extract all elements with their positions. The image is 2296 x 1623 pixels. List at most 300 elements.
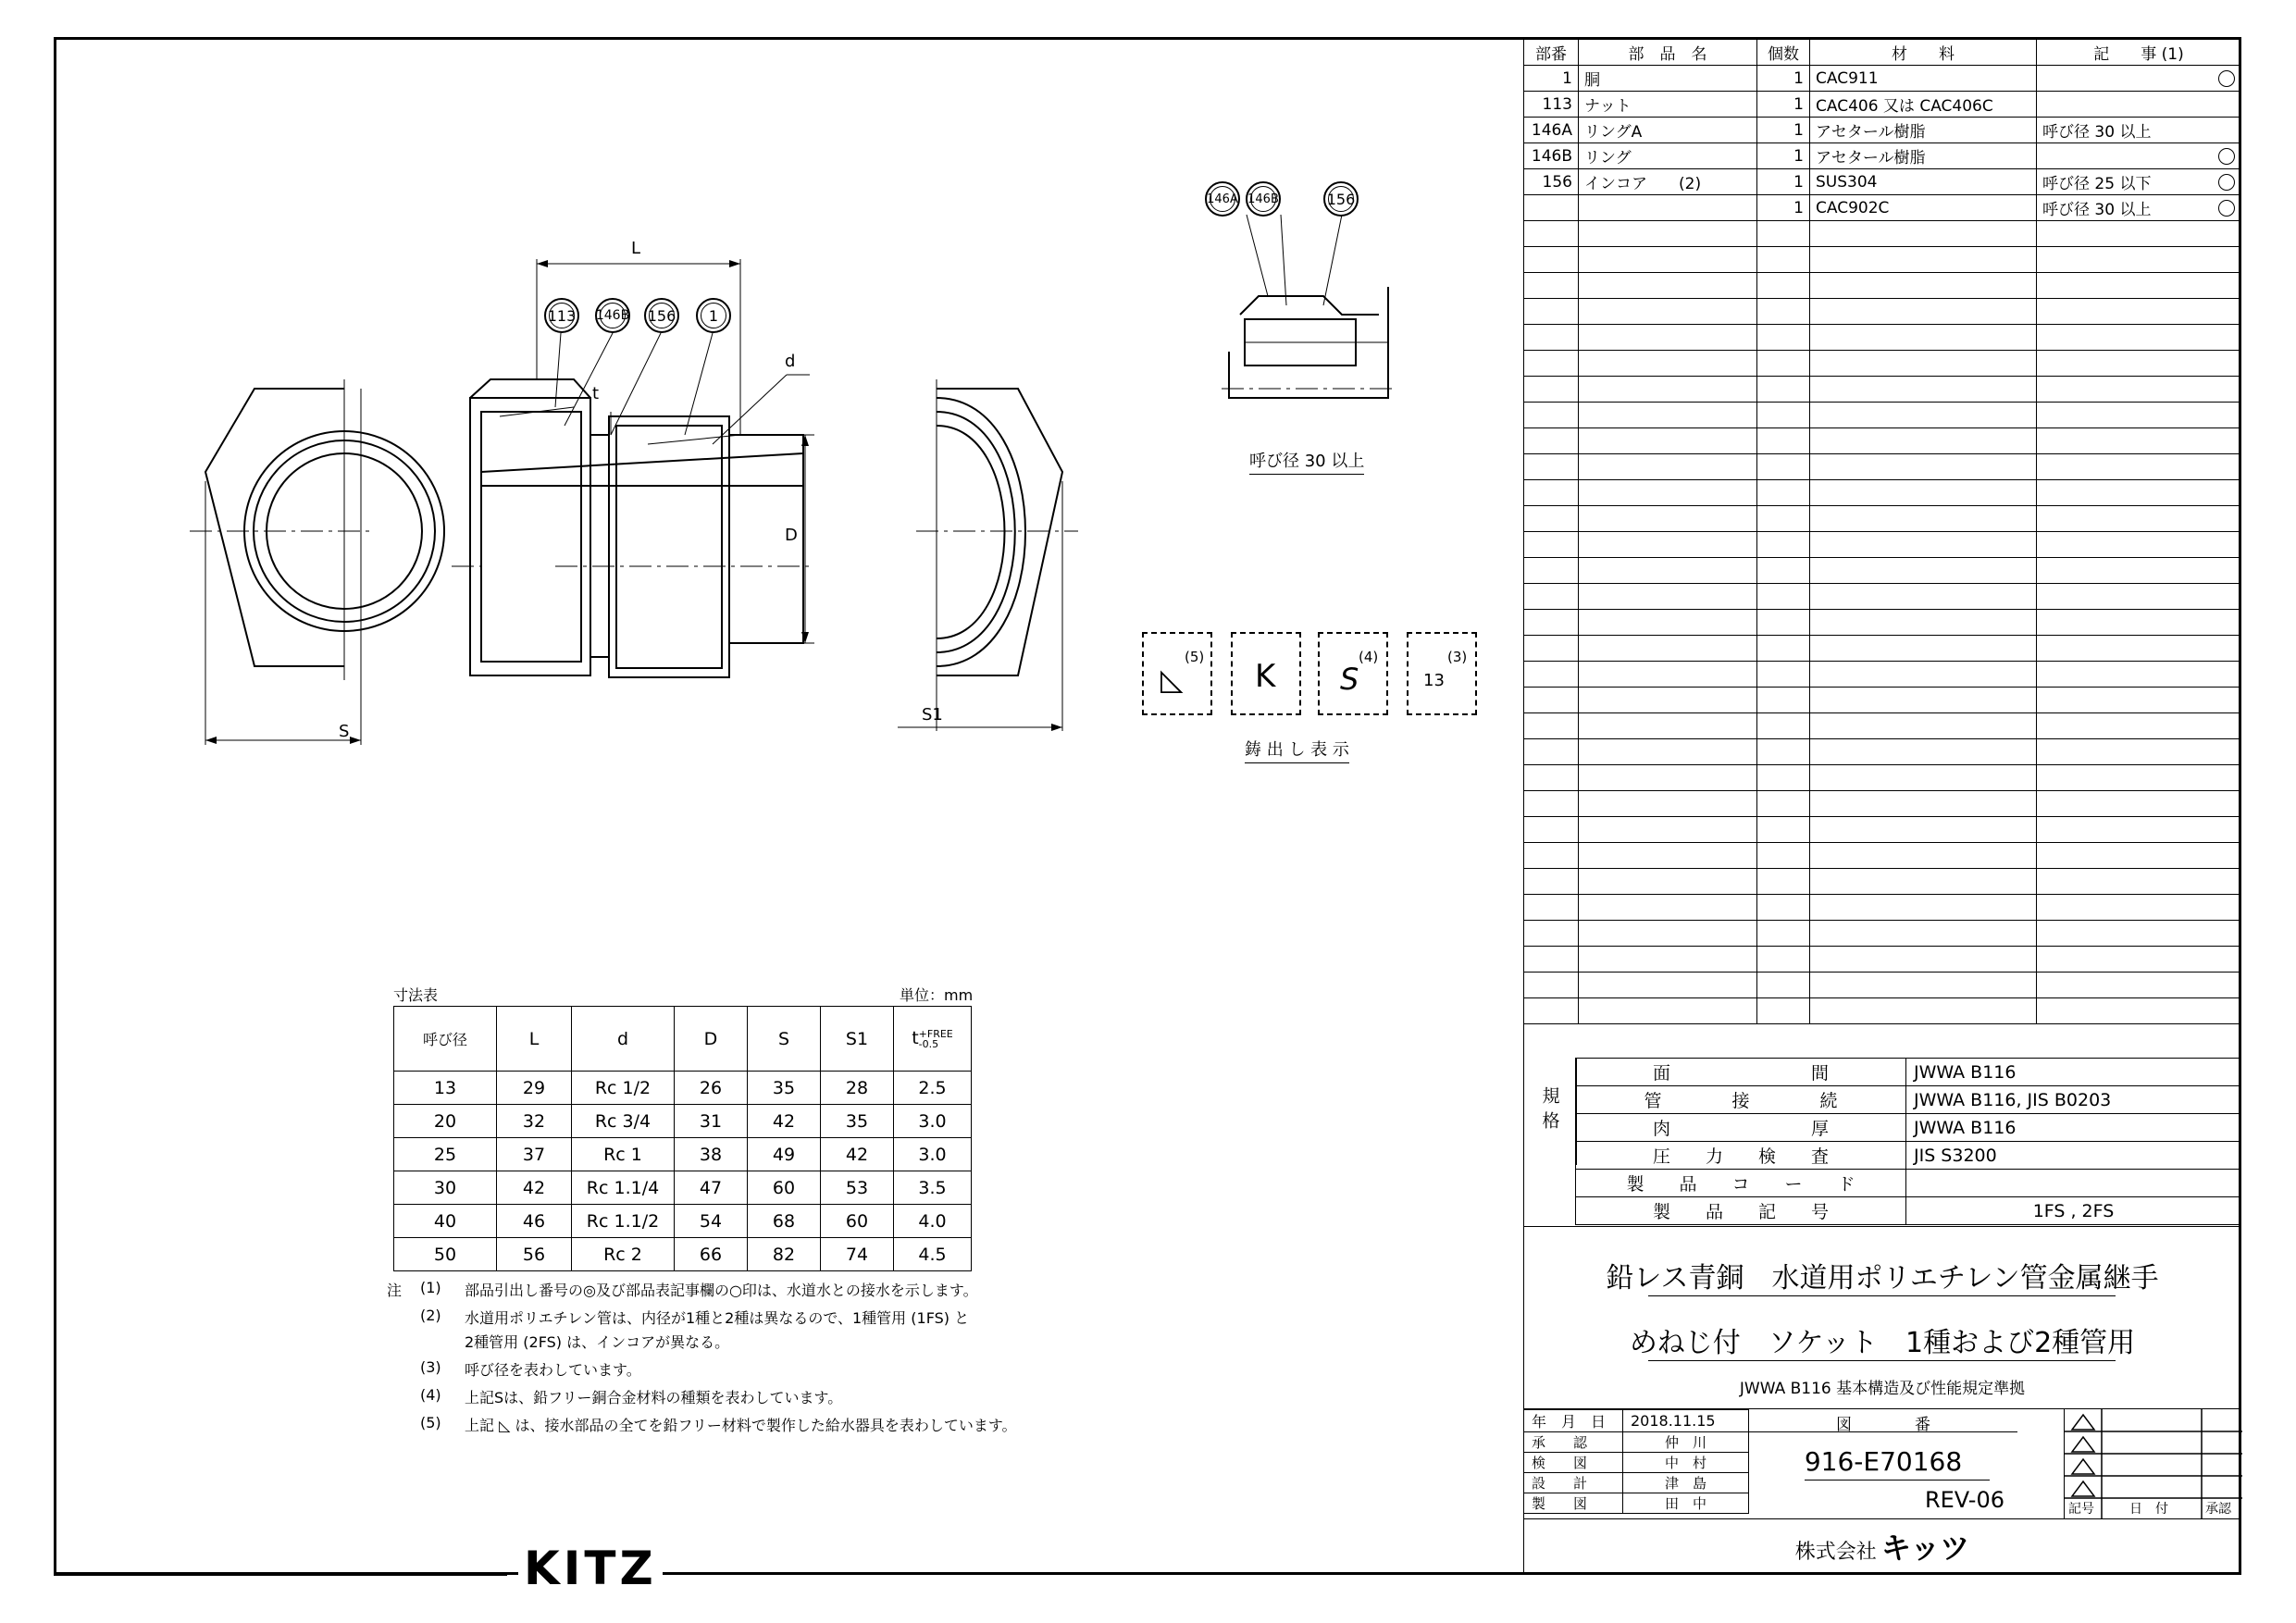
- parts-cell-name: [1579, 973, 1757, 998]
- parts-cell-no: [1524, 325, 1579, 351]
- parts-row: [1524, 92, 2241, 118]
- cast-mark-13: [1407, 632, 1477, 715]
- parts-cell-name: [1579, 325, 1757, 351]
- parts-cell-material: [1810, 739, 2037, 765]
- parts-row: [1524, 662, 2241, 688]
- title-block: [1523, 1226, 2241, 1409]
- dim-cell: 25: [394, 1138, 497, 1171]
- parts-table-header: [1524, 40, 2241, 66]
- dim-cell: 60: [821, 1205, 894, 1238]
- spec-label: 製 品 記 号: [1576, 1197, 1906, 1225]
- parts-cell-qty: [1757, 636, 1810, 662]
- parts-row: [1524, 273, 2241, 299]
- spec-value: JIS S3200: [1906, 1142, 2241, 1170]
- parts-cell-name: [1579, 351, 1757, 377]
- balloon-113: 113: [544, 298, 579, 333]
- dim-cell: 3.0: [894, 1105, 972, 1138]
- spec-value: [1906, 1170, 2241, 1197]
- parts-row: [1524, 532, 2241, 558]
- note-text: 上記Sは、鉛フリー銅合金材料の種類を表わしています。: [465, 1389, 843, 1406]
- parts-cell-material: [1810, 869, 2037, 895]
- dim-cell: 35: [748, 1072, 821, 1105]
- date-label: 年 月 日: [1524, 1410, 1623, 1432]
- parts-cell-material: [1810, 998, 2037, 1024]
- note-text: 呼び径を表わしています。: [465, 1361, 641, 1379]
- balloon-146b: 146B: [595, 298, 630, 333]
- dim-table-header: [394, 1007, 972, 1072]
- parts-cell-no: [1524, 221, 1579, 247]
- dim-cell: 42: [497, 1171, 572, 1205]
- parts-row: [1524, 558, 2241, 584]
- dim-cell: 38: [675, 1138, 748, 1171]
- parts-row: [1524, 739, 2241, 765]
- parts-cell-name: [1579, 713, 1757, 739]
- cast-mark-k: [1231, 632, 1301, 715]
- parts-cell-material: [1810, 973, 2037, 998]
- parts-cell-material: [1810, 610, 2037, 636]
- spec-value: 1FS , 2FS: [1906, 1197, 2241, 1225]
- parts-row: [1524, 998, 2241, 1024]
- parts-cell-note: [2037, 66, 2241, 92]
- parts-cell-no: [1524, 247, 1579, 273]
- parts-cell-note: [2037, 817, 2241, 843]
- parts-row: [1524, 195, 2241, 221]
- parts-cell-no: [1524, 558, 1579, 584]
- spec-label: 圧 力 検 査: [1576, 1142, 1906, 1170]
- parts-cell-note: [2037, 843, 2241, 869]
- parts-cell-qty: [1757, 713, 1810, 739]
- parts-cell-no: [1524, 765, 1579, 791]
- header-material: 材 料: [1810, 40, 2037, 66]
- parts-row: [1524, 921, 2241, 947]
- parts-cell-note: [2037, 351, 2241, 377]
- parts-cell-note: [2037, 869, 2241, 895]
- cast-mark-4-glyph: 13: [1423, 671, 1445, 690]
- parts-cell-material: [1810, 299, 2037, 325]
- parts-cell-note: [2037, 273, 2241, 299]
- approval-date: 2018.11.15: [1623, 1410, 1749, 1432]
- header-name: 部 品 名: [1579, 40, 1757, 66]
- parts-cell-name: [1579, 843, 1757, 869]
- designer-name: 津 島: [1623, 1473, 1749, 1493]
- dim-header-S: S: [748, 1007, 821, 1072]
- parts-cell-note: [2037, 610, 2241, 636]
- parts-cell-no: 146B: [1524, 143, 1579, 169]
- dim-cell: 20: [394, 1105, 497, 1138]
- approval-block: [1523, 1408, 2241, 1519]
- parts-cell-material: [1810, 247, 2037, 273]
- parts-cell-no: [1524, 973, 1579, 998]
- parts-cell-qty: [1757, 221, 1810, 247]
- dim-cell: 56: [497, 1238, 572, 1271]
- designer-role: 設 計: [1524, 1473, 1623, 1493]
- parts-cell-no: [1524, 454, 1579, 480]
- parts-cell-no: [1524, 947, 1579, 973]
- parts-row: [1524, 791, 2241, 817]
- parts-cell-name: [1579, 636, 1757, 662]
- dim-table-caption: 寸法表: [393, 986, 439, 1004]
- parts-cell-name: [1579, 454, 1757, 480]
- cast-mark-lead-free: [1142, 632, 1212, 715]
- parts-cell-name: [1579, 428, 1757, 454]
- parts-cell-material: [1810, 325, 2037, 351]
- cast-mark-3-sup: (4): [1359, 649, 1379, 665]
- parts-cell-name: [1579, 921, 1757, 947]
- drafter-name: 田 中: [1623, 1493, 1749, 1514]
- dim-cell: Rc 2: [572, 1238, 675, 1271]
- revision: REV-06: [1924, 1487, 2004, 1513]
- parts-note-text: 呼び径 30 以上: [2042, 201, 2152, 219]
- parts-cell-qty: [1757, 610, 1810, 636]
- parts-row: [1524, 843, 2241, 869]
- water-contact-mark: [2218, 148, 2235, 165]
- dim-label-D: D: [785, 526, 798, 545]
- parts-cell-note: [2037, 325, 2241, 351]
- parts-cell-note: [2037, 506, 2241, 532]
- parts-cell-no: 146A: [1524, 118, 1579, 143]
- parts-cell-no: [1524, 610, 1579, 636]
- parts-cell-no: [1524, 713, 1579, 739]
- cast-caption: 鋳 出 し 表 示: [1245, 737, 1349, 763]
- water-contact-mark: [2218, 70, 2235, 87]
- dim-header-S1: S1: [821, 1007, 894, 1072]
- cast-mark-1-sup: (5): [1185, 649, 1205, 665]
- title-underline-2: [1648, 1360, 2116, 1361]
- parts-cell-note: [2037, 558, 2241, 584]
- parts-cell-qty: [1757, 299, 1810, 325]
- parts-cell-note: [2037, 921, 2241, 947]
- parts-cell-material: [1810, 480, 2037, 506]
- parts-cell-qty: 1: [1757, 143, 1810, 169]
- dim-cell: Rc 1.1/4: [572, 1171, 675, 1205]
- parts-cell-material: [1810, 662, 2037, 688]
- dim-cell: 53: [821, 1171, 894, 1205]
- dim-header-size: 呼び径: [394, 1007, 497, 1072]
- company-main: キッツ: [1880, 1530, 1970, 1566]
- parts-cell-name: [1579, 791, 1757, 817]
- parts-cell-qty: [1757, 765, 1810, 791]
- parts-note-text: 呼び径 25 以下: [2042, 175, 2152, 193]
- spec-row: [1576, 1142, 2241, 1170]
- parts-row: [1524, 377, 2241, 403]
- parts-cell-material: [1810, 895, 2037, 921]
- parts-cell-qty: [1757, 403, 1810, 428]
- parts-cell-note: [2037, 221, 2241, 247]
- dim-header-d: d: [572, 1007, 675, 1072]
- parts-cell-qty: 1: [1757, 169, 1810, 195]
- balloon-1: 1: [696, 298, 731, 333]
- parts-cell-material: SUS304: [1810, 169, 2037, 195]
- title-line-1: 鉛レス青銅 水道用ポリエチレン管金属継手: [1606, 1262, 2159, 1295]
- parts-cell-no: [1524, 506, 1579, 532]
- parts-cell-qty: [1757, 688, 1810, 713]
- parts-cell-name: [1579, 817, 1757, 843]
- parts-cell-note: [2037, 169, 2241, 195]
- parts-cell-name: [1579, 377, 1757, 403]
- kitz-logo: KITZ: [518, 1542, 663, 1595]
- parts-row: [1524, 351, 2241, 377]
- parts-cell-name: [1579, 403, 1757, 428]
- parts-row: [1524, 143, 2241, 169]
- parts-cell-qty: [1757, 843, 1810, 869]
- cast-mark-4-sup: (3): [1447, 649, 1468, 665]
- parts-cell-name: [1579, 247, 1757, 273]
- parts-cell-note: [2037, 454, 2241, 480]
- parts-cell-name: [1579, 998, 1757, 1024]
- parts-cell-material: [1810, 273, 2037, 299]
- dim-row: [394, 1238, 972, 1271]
- dim-cell: 4.5: [894, 1238, 972, 1271]
- parts-cell-note: [2037, 428, 2241, 454]
- parts-cell-qty: [1757, 739, 1810, 765]
- parts-cell-note: [2037, 532, 2241, 558]
- rev-header-mark: 記号: [2068, 1502, 2094, 1517]
- parts-cell-no: [1524, 688, 1579, 713]
- cast-mark-1-glyph: ◺: [1160, 662, 1184, 697]
- cast-mark-2-glyph: K: [1255, 658, 1276, 695]
- dim-cell: 42: [821, 1138, 894, 1171]
- parts-cell-qty: 1: [1757, 195, 1810, 221]
- dim-cell: 82: [748, 1238, 821, 1271]
- parts-cell-qty: [1757, 791, 1810, 817]
- drawing-number: 916-E70168: [1804, 1446, 1963, 1477]
- parts-cell-note: [2037, 480, 2241, 506]
- dim-header-D: D: [675, 1007, 748, 1072]
- dim-cell: 2.5: [894, 1072, 972, 1105]
- dim-row: [394, 1171, 972, 1205]
- dim-cell: 30: [394, 1171, 497, 1205]
- parts-cell-qty: [1757, 869, 1810, 895]
- water-contact-mark: [2218, 200, 2235, 217]
- note-number: (2): [420, 1307, 441, 1324]
- parts-cell-material: [1810, 351, 2037, 377]
- parts-table: [1523, 39, 2241, 1024]
- dim-header-t-label: t: [912, 1028, 919, 1049]
- parts-cell-qty: [1757, 817, 1810, 843]
- parts-cell-no: [1524, 662, 1579, 688]
- dim-header-t: [894, 1007, 972, 1072]
- parts-row: [1524, 454, 2241, 480]
- dim-cell: 50: [394, 1238, 497, 1271]
- parts-cell-material: [1810, 636, 2037, 662]
- parts-row: [1524, 169, 2241, 195]
- dim-cell: 42: [748, 1105, 821, 1138]
- spec-row: [1576, 1059, 2241, 1086]
- rev-header-date: 日 付: [2129, 1502, 2168, 1517]
- parts-cell-note: [2037, 247, 2241, 273]
- t-tol-upper: +FREE: [918, 1027, 953, 1040]
- note-number: (1): [420, 1279, 441, 1296]
- parts-cell-qty: [1757, 480, 1810, 506]
- parts-cell-note: [2037, 998, 2241, 1024]
- spec-group-label: [1523, 1058, 1577, 1165]
- notes-label: 注: [387, 1282, 403, 1299]
- dim-label-S1: S1: [922, 705, 943, 725]
- parts-cell-material: アセタール樹脂: [1810, 143, 2037, 169]
- dim-cell: 4.0: [894, 1205, 972, 1238]
- parts-cell-material: [1810, 688, 2037, 713]
- parts-row: [1524, 118, 2241, 143]
- parts-row: [1524, 713, 2241, 739]
- note-number: (5): [420, 1414, 441, 1431]
- balloon-156: 156: [644, 298, 679, 333]
- dim-cell: 3.0: [894, 1138, 972, 1171]
- parts-cell-qty: 1: [1757, 92, 1810, 118]
- parts-cell-note: [2037, 143, 2241, 169]
- dim-cell: 28: [821, 1072, 894, 1105]
- parts-cell-note: 呼び径 30 以上: [2037, 118, 2241, 143]
- parts-cell-no: [1524, 403, 1579, 428]
- drawing-no-underline: [1805, 1480, 1990, 1481]
- dim-cell: 29: [497, 1072, 572, 1105]
- dim-label-t: t: [592, 384, 600, 403]
- parts-cell-note: [2037, 92, 2241, 118]
- parts-cell-note: [2037, 584, 2241, 610]
- parts-cell-note: [2037, 739, 2241, 765]
- parts-cell-qty: [1757, 558, 1810, 584]
- parts-cell-qty: [1757, 895, 1810, 921]
- parts-cell-material: [1810, 403, 2037, 428]
- parts-row: [1524, 895, 2241, 921]
- parts-cell-material: [1810, 506, 2037, 532]
- approver-role: 承 認: [1524, 1432, 1623, 1453]
- parts-cell-note: [2037, 947, 2241, 973]
- parts-cell-note: [2037, 895, 2241, 921]
- header-qty: 個数: [1757, 40, 1810, 66]
- parts-cell-material: [1810, 817, 2037, 843]
- parts-cell-name: [1579, 299, 1757, 325]
- note-text: 水道用ポリエチレン管は、内径が1種と2種は異なるので、1種管用 (1FS) と: [465, 1309, 970, 1327]
- detail-balloon-156: 156: [1323, 181, 1359, 217]
- parts-cell-material: [1810, 713, 2037, 739]
- parts-cell-material: [1810, 584, 2037, 610]
- dim-label-S: S: [339, 722, 350, 741]
- parts-cell-no: [1524, 869, 1579, 895]
- dim-cell: 68: [748, 1205, 821, 1238]
- parts-row: [1524, 947, 2241, 973]
- parts-cell-qty: [1757, 351, 1810, 377]
- parts-cell-material: [1810, 765, 2037, 791]
- parts-cell-no: [1524, 921, 1579, 947]
- dimension-table: [393, 1006, 972, 1271]
- parts-cell-name: [1579, 480, 1757, 506]
- parts-cell-material: [1810, 843, 2037, 869]
- parts-cell-qty: [1757, 662, 1810, 688]
- title-line-2: めねじ付 ソケット 1種および2種管用: [1629, 1327, 2136, 1359]
- dim-cell: 49: [748, 1138, 821, 1171]
- parts-cell-qty: [1757, 998, 1810, 1024]
- parts-cell-name: [1579, 221, 1757, 247]
- title-underline-1: [1648, 1295, 2116, 1296]
- parts-cell-name: [1579, 195, 1757, 221]
- parts-cell-name: [1579, 895, 1757, 921]
- parts-cell-no: [1524, 636, 1579, 662]
- parts-cell-name: [1579, 532, 1757, 558]
- parts-cell-name: [1579, 584, 1757, 610]
- parts-cell-name: [1579, 869, 1757, 895]
- parts-cell-note: [2037, 973, 2241, 998]
- parts-cell-name: リング: [1579, 143, 1757, 169]
- note-text: 2種管用 (2FS) は、インコアが異なる。: [465, 1333, 730, 1351]
- dim-cell: 13: [394, 1072, 497, 1105]
- parts-row: [1524, 247, 2241, 273]
- parts-cell-material: [1810, 921, 2037, 947]
- dim-cell: Rc 3/4: [572, 1105, 675, 1138]
- parts-row: [1524, 636, 2241, 662]
- parts-cell-material: アセタール樹脂: [1810, 118, 2037, 143]
- parts-cell-qty: [1757, 506, 1810, 532]
- parts-cell-qty: [1757, 947, 1810, 973]
- note-text: 上記 ◺ は、接水部品の全てを鉛フリー材料で製作した給水器具を表わしています。: [465, 1417, 1017, 1434]
- note-text: 部品引出し番号の◎及び部品表記事欄の○印は、水道水との接水を示します。: [465, 1282, 978, 1299]
- parts-cell-material: [1810, 454, 2037, 480]
- dim-cell: 74: [821, 1238, 894, 1271]
- drawing-no-label: 図 番: [1836, 1416, 1930, 1434]
- parts-cell-no: [1524, 843, 1579, 869]
- parts-cell-no: [1524, 817, 1579, 843]
- cast-mark-3-glyph: S: [1340, 662, 1359, 697]
- parts-cell-name: [1579, 610, 1757, 636]
- parts-cell-material: [1810, 428, 2037, 454]
- dim-row: [394, 1138, 972, 1171]
- parts-cell-no: 156: [1524, 169, 1579, 195]
- parts-cell-note: [2037, 765, 2241, 791]
- parts-cell-qty: 1: [1757, 66, 1810, 92]
- spec-row: [1576, 1170, 2241, 1197]
- company-name: [1523, 1525, 2241, 1567]
- dim-cell: 31: [675, 1105, 748, 1138]
- spec-row: [1576, 1197, 2241, 1225]
- dim-cell: Rc 1/2: [572, 1072, 675, 1105]
- parts-cell-qty: [1757, 428, 1810, 454]
- parts-row: [1524, 610, 2241, 636]
- dim-label-L: L: [631, 239, 641, 258]
- parts-cell-name: インコア (2): [1579, 169, 1757, 195]
- dim-table-unit: 単位：mm: [900, 986, 974, 1004]
- checker-name: 中 村: [1623, 1453, 1749, 1473]
- parts-cell-no: [1524, 299, 1579, 325]
- dim-cell: 37: [497, 1138, 572, 1171]
- parts-row: [1524, 403, 2241, 428]
- parts-cell-no: [1524, 791, 1579, 817]
- dim-cell: 60: [748, 1171, 821, 1205]
- parts-cell-material: [1810, 947, 2037, 973]
- checker-role: 検 図: [1524, 1453, 1623, 1473]
- dim-cell: 66: [675, 1238, 748, 1271]
- dim-cell: Rc 1.1/2: [572, 1205, 675, 1238]
- cast-mark-s: [1318, 632, 1388, 715]
- header-note: 記 事 (1): [2037, 40, 2241, 66]
- parts-cell-name: [1579, 506, 1757, 532]
- spec-label: 面 間: [1576, 1059, 1906, 1086]
- dim-cell: 46: [497, 1205, 572, 1238]
- parts-cell-name: [1579, 947, 1757, 973]
- detail-caption: 呼び径 30 以上: [1249, 448, 1364, 475]
- parts-cell-no: [1524, 532, 1579, 558]
- parts-cell-no: [1524, 584, 1579, 610]
- parts-row: [1524, 480, 2241, 506]
- header-no: 部番: [1524, 40, 1579, 66]
- note-number: (4): [420, 1386, 441, 1404]
- approver-name: 仲 川: [1623, 1432, 1749, 1453]
- parts-row: [1524, 584, 2241, 610]
- dim-label-d: d: [785, 352, 796, 371]
- title-column-divider: [1523, 39, 1524, 1573]
- parts-cell-note: [2037, 195, 2241, 221]
- t-tol-lower: -0.5: [918, 1037, 939, 1050]
- dim-header-L: L: [497, 1007, 572, 1072]
- parts-cell-qty: [1757, 532, 1810, 558]
